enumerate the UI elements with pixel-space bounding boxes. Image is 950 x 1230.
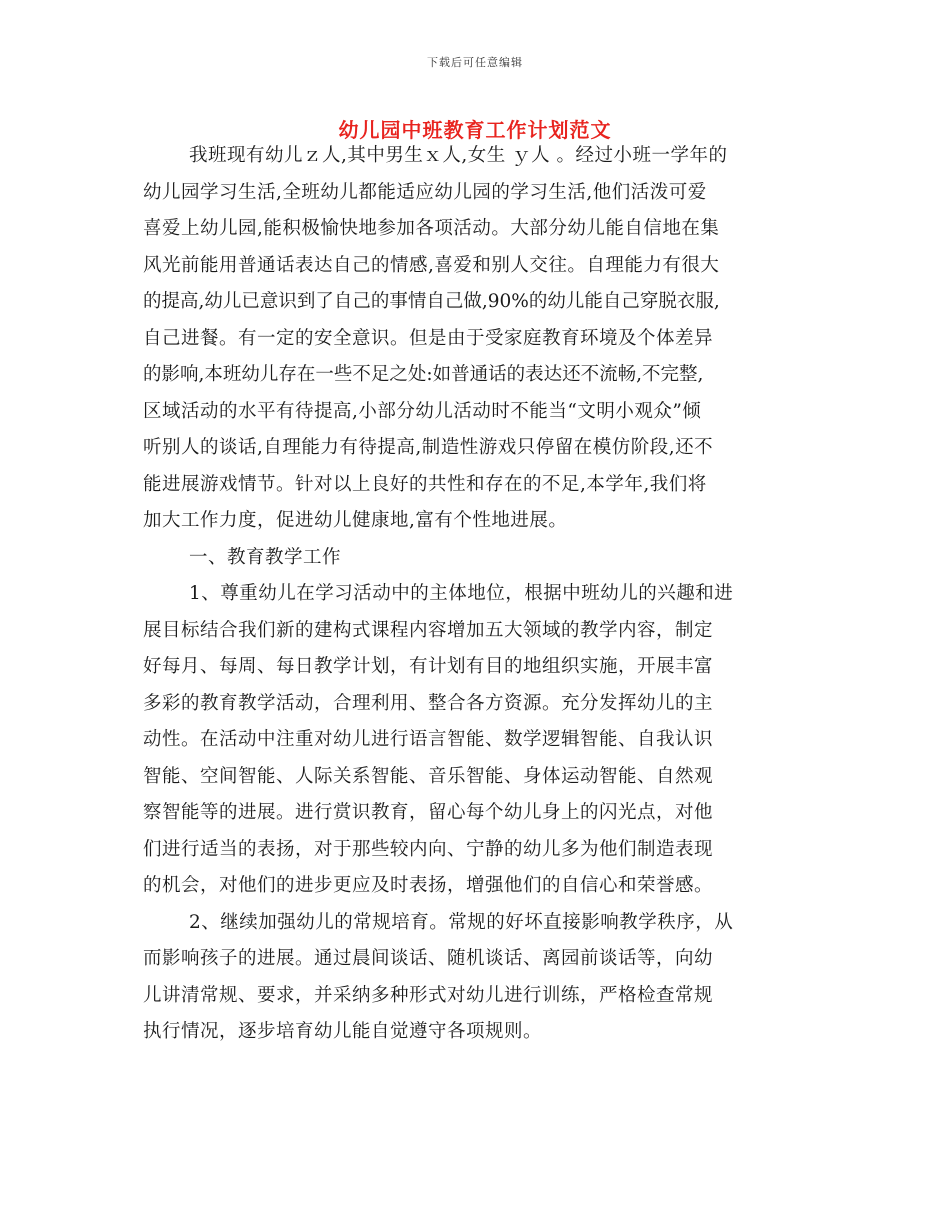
body-line: 听别人的谈话,自理能力有待提高,制造性游戏只停留在模仿阶段,还不 [143, 437, 714, 458]
body-line: 多彩的教育教学活动，合理利用、整合各方资源。充分发挥幼儿的主 [143, 692, 714, 714]
body-line: 的机会，对他们的进步更应及时表扬，增强他们的自信心和荣誉感。 [143, 875, 714, 896]
body-line: 能进展游戏情节。针对以上良好的共性和存在的不足,本学年,我们将 [143, 473, 707, 495]
body-line: 加大工作力度，促进幼儿健康地,富有个性地进展。 [143, 510, 568, 531]
body-line: 展目标结合我们新的建构式课程内容增加五大领域的教学内容，制定 [143, 619, 714, 641]
body-line: 智能、空间智能、人际关系智能、音乐智能、身体运动智能、自然观 [143, 765, 714, 787]
body-line: 察智能等的进展。进行赏识教育，留心每个幼儿身上的闪光点，对他 [143, 802, 714, 823]
body-line: 的影响,本班幼儿存在一些不足之处:如普通话的表达还不流畅,不完整, [143, 364, 704, 385]
body-line: 区域活动的水平有待提高,小部分幼儿活动时不能当“文明小观众”倾 [143, 400, 702, 422]
document-title: 幼儿园中班教育工作计划范文 [338, 118, 612, 142]
body-line: 2、继续加强幼儿的常规培育。常规的好坏直接影响教学秩序，从 [189, 911, 734, 933]
body-line: 动性。在活动中注重对幼儿进行语言智能、数学逻辑智能、自我认识 [143, 729, 714, 750]
body-line: 儿讲清常规、要求，并采纳多种形式对幼儿进行训练，严格检查常规 [143, 984, 714, 1006]
body-line: 自己进餐。有一定的安全意识。但是由于受家庭教育环境及个体差异 [143, 327, 714, 349]
body-line: 1、尊重幼儿在学习活动中的主体地位，根据中班幼儿的兴趣和进 [189, 583, 734, 604]
body-line: 风光前能用普通话表达自己的情感,喜爱和别人交往。自理能力有很大 [143, 254, 720, 276]
body-line: 幼儿园学习生活,全班幼儿都能适应幼儿园的学习生活,他们活泼可爱 [143, 181, 707, 203]
header-note: 下载后可任意编辑 [427, 56, 523, 69]
body-line: 好每月、每周、每日教学计划，有计划有目的地组织实施，开展丰富 [143, 656, 714, 677]
document-body [143, 138, 811, 1051]
body-line: 的提高,幼儿已意识到了自己的事情自己做,90%的幼儿能自己穿脱衣服, [143, 291, 720, 312]
body-line: 我班现有幼儿ｚ人,其中男生ｘ人,女生 ｙ人 。经过小班一学年的 [189, 145, 728, 166]
body-line: 而影响孩子的进展。通过晨间谈话、随机谈话、离园前谈话等，向幼 [143, 948, 714, 969]
body-line: 们进行适当的表扬，对于那些较内向、宁静的幼儿多为他们制造表现 [143, 838, 714, 860]
body-line: 喜爱上幼儿园,能积极愉快地参加各项活动。大部分幼儿能自信地在集 [143, 218, 720, 239]
body-line: 执行情况，逐步培育幼儿能自觉遵守各项规则。 [143, 1021, 543, 1042]
body-line: 一、教育教学工作 [189, 546, 342, 568]
